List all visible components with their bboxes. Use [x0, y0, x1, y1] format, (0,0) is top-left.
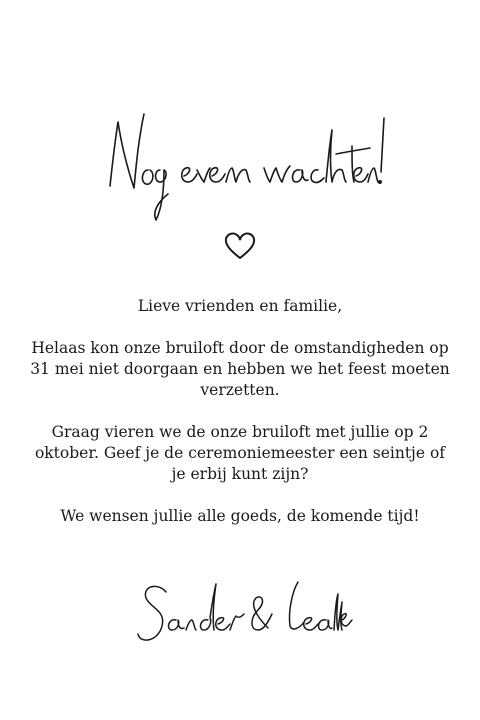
message-body: [30, 296, 450, 527]
paragraph-postponed: Helaas kon onze bruiloft door de omstandigheden op 31 mei niet doorgaan en hebben we het feest moeten verzetten.: [30, 339, 450, 399]
greeting: Lieve vrienden en familie,: [137, 297, 343, 315]
paragraph-wishes: We wensen jullie alle goeds, de komende tijd!: [60, 507, 420, 525]
heart-outline-icon: [223, 230, 257, 262]
headline-script: [100, 108, 390, 228]
paragraph-new-date: Graag vieren we de onze bruiloft met jullie op 2 oktober. Geef je de ceremoniemeester een seintje of je erbij kunt zijn?: [34, 423, 446, 483]
headline-handwriting: [100, 108, 390, 228]
signature: [132, 572, 352, 652]
signature-handwriting: [132, 572, 352, 652]
